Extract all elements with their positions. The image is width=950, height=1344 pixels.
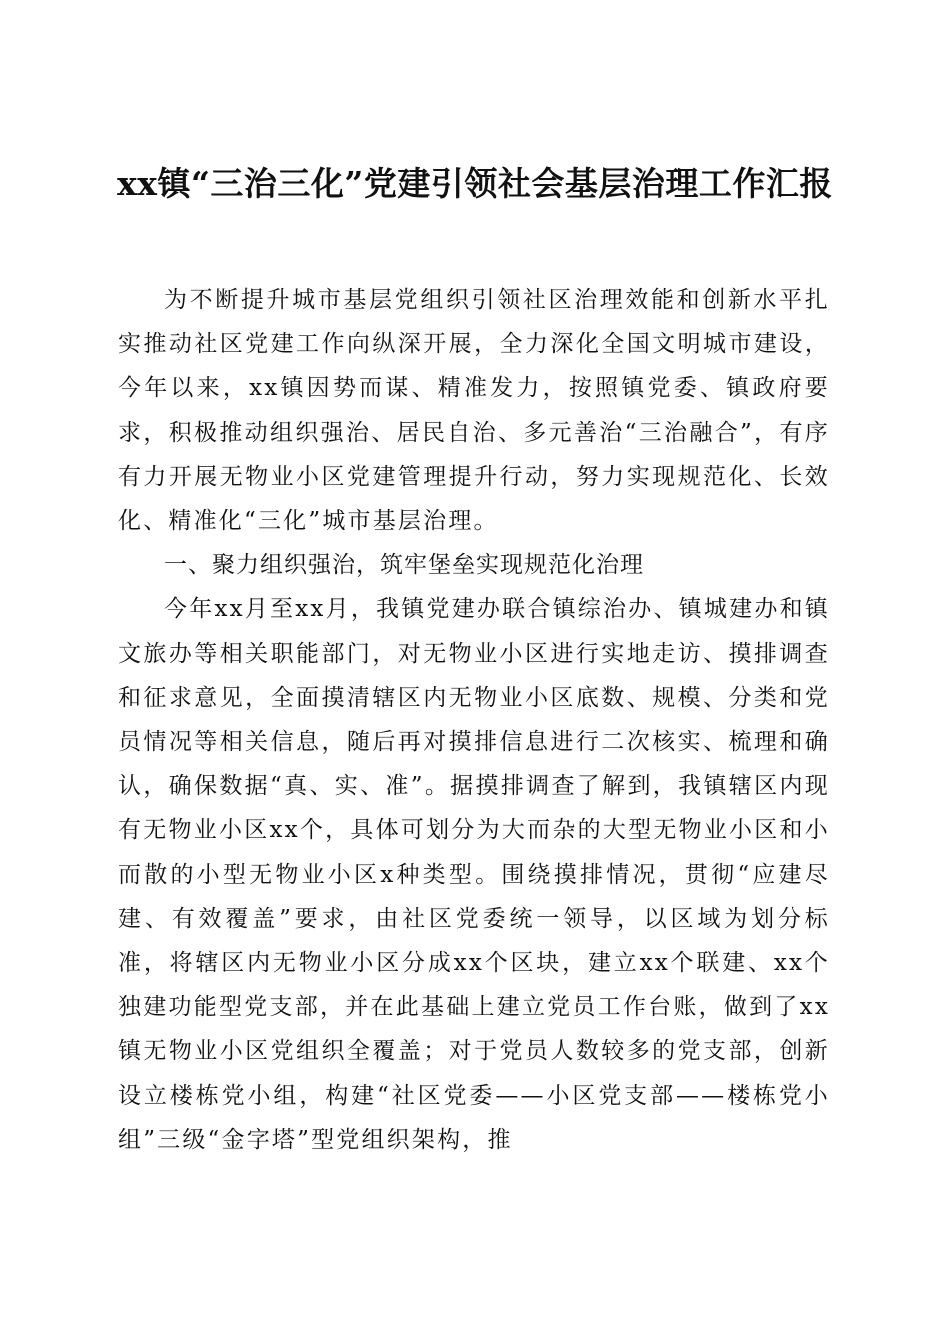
intro-paragraph: 为不断提升城市基层党组织引领社区治理效能和创新水平扎实推动社区党建工作向纵深开展，全力深化全国文明城市建设，今年以来，xx镇因势而谋、精准发力，按照镇党委、镇政府要求，积极推动组织强治、居民自治、多元善治“三治融合”，有序有力开展无物业小区党建管理提升行动，努力实现规范化、长效化、精准化“三化”城市基层治理。 xyxy=(118,287,830,535)
document-title: xx镇“三治三化”党建引领社会基层治理工作汇报 xyxy=(117,164,833,204)
section-1-heading: 一、聚力组织强治，筑牢堡垒实现规范化治理 xyxy=(164,552,644,579)
section-1-paragraph: 今年xx月至xx月，我镇党建办联合镇综治办、镇城建办和镇文旅办等相关职能部门，对无物业小区进行实地走访、摸排调查和征求意见，全面摸清辖区内无物业小区底数、规模、分类和党员情况等相关信息，随后再对摸排信息进行二次核实、梳理和确认，确保数据“真、实、准”。据摸排调查了解到，我镇辖区内现有无物业小区xx个，具体可划分为大而杂的大型无物业小区和小而散的小型无物业小区x种类型。围绕摸排情况，贯彻“应建尽建、有效覆盖”要求，由社区党委统一领导，以区域为划分标准，将辖区内无物业小区分成xx个区块，建立xx个联建、xx个独建功能型党支部，并在此基础上建立党员工作台账，做到了xx镇无物业小区党组织全覆盖；对于党员人数较多的党支部，创新设立楼栋党小组，构建“社区党委——小区党支部——楼栋党小组”三级“金字塔”型党组织架构，推 xyxy=(118,596,830,1153)
document-body xyxy=(118,278,830,1162)
